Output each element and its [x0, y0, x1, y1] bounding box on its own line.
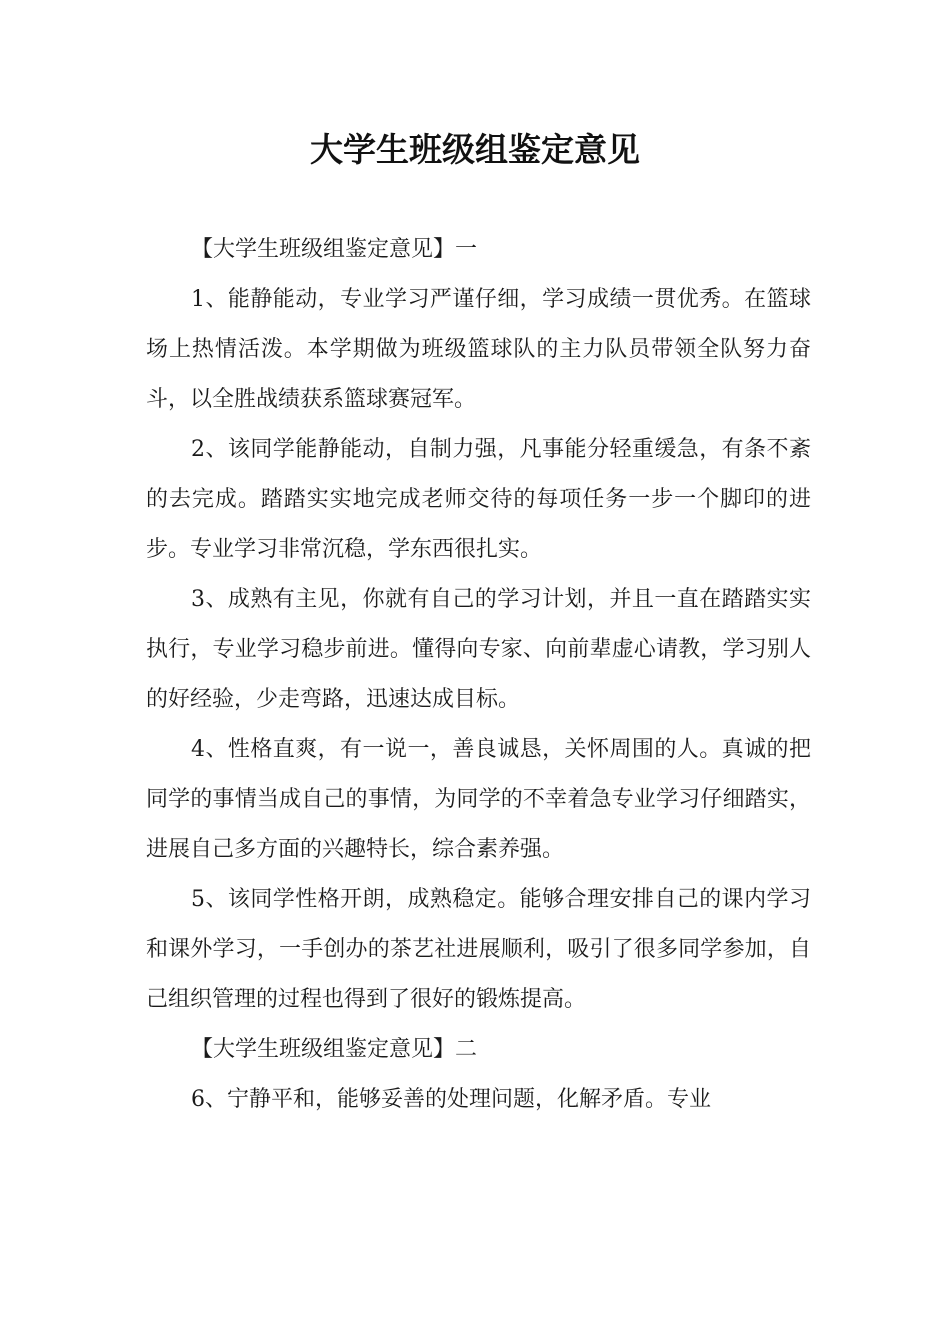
- paragraph-6: 6、宁静平和，能够妥善的处理问题，化解矛盾。专业: [191, 1087, 711, 1112]
- paragraph-2: 2、该同学能静能动，自制力强，凡事能分轻重缓急，有条不紊的去完成。踏踏实实地完成老师交待的每项任务一步一个脚印的进步。专业学习非常沉稳，学东西很扎实。: [146, 437, 811, 562]
- section-heading-2: 【大学生班级组鉴定意见】二: [191, 1037, 478, 1062]
- paragraph-4: 4、性格直爽，有一说一，善良诚恳，关怀周围的人。真诚的把同学的事情当成自己的事情，为同学的不幸着急专业学习仔细踏实，进展自己多方面的兴趣特长，综合素养强。: [146, 737, 811, 862]
- paragraph-3: 3、成熟有主见，你就有自己的学习计划，并且一直在踏踏实实执行，专业学习稳步前进。懂得向专家、向前辈虚心请教，学习别人的好经验，少走弯路，迅速达成目标。: [146, 587, 811, 712]
- section-heading-1: 【大学生班级组鉴定意见】一: [191, 237, 478, 262]
- paragraph-1: 1、能静能动，专业学习严谨仔细，学习成绩一贯优秀。在篮球场上热情活泼。本学期做为班级篮球队的主力队员带领全队努力奋斗，以全胜战绩获系篮球赛冠军。: [146, 287, 811, 412]
- document-title: 大学生班级组鉴定意见: [310, 130, 640, 169]
- paragraph-5: 5、该同学性格开朗，成熟稳定。能够合理安排自己的课内学习和课外学习，一手创办的茶艺社进展顺利，吸引了很多同学参加，自己组织管理的过程也得到了很好的锻炼提高。: [146, 887, 811, 1012]
- document-body: [146, 225, 811, 1125]
